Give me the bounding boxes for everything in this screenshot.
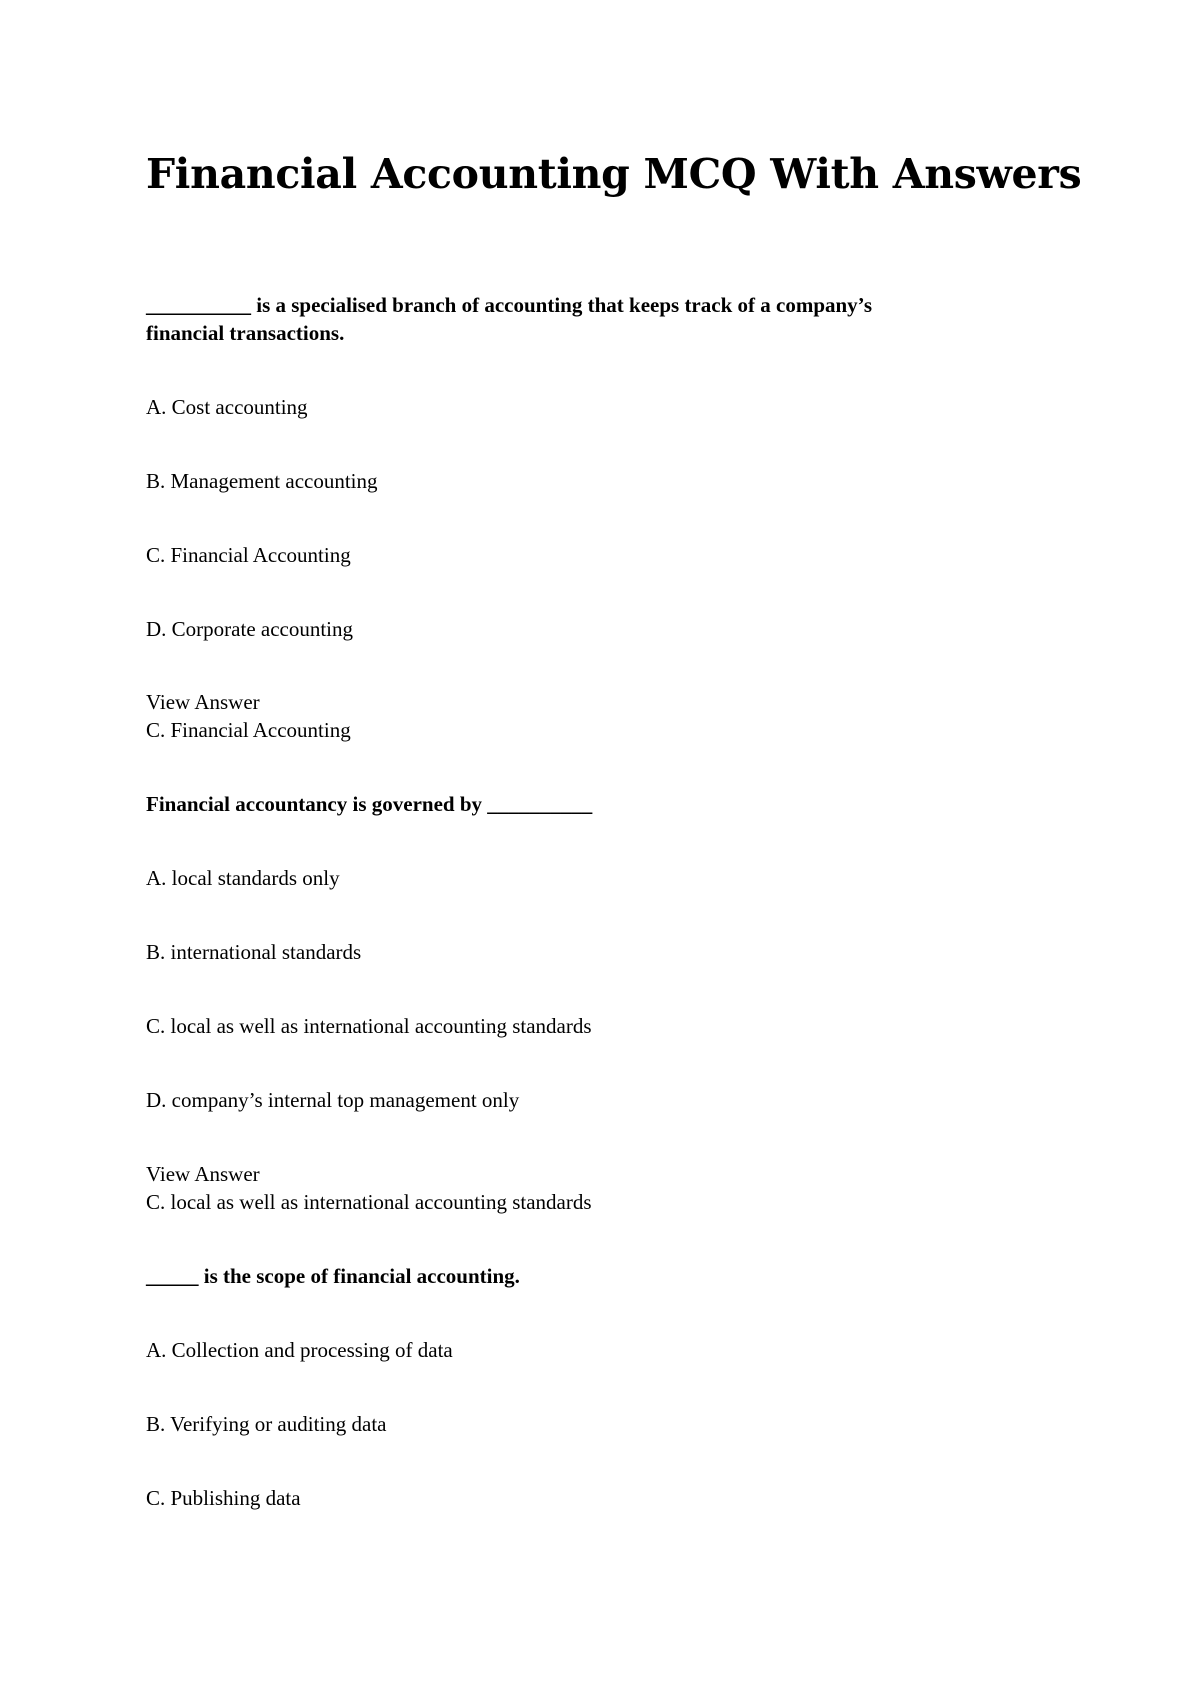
- question-1-view-answer: View Answer: [146, 690, 260, 714]
- question-1-answer: C. Financial Accounting: [146, 718, 351, 742]
- question-3-stem: _____ is the scope of financial accounting.: [146, 1264, 520, 1288]
- question-1-stem-line-2: financial transactions.: [146, 321, 345, 345]
- question-2-option-a: A. local standards only: [146, 866, 340, 890]
- question-3-option-b: B. Verifying or auditing data: [146, 1412, 387, 1436]
- question-2-option-c: C. local as well as international accounting standards: [146, 1014, 592, 1038]
- question-1-stem-line-1: __________ is a specialised branch of accounting that keeps track of a company’s: [146, 293, 873, 317]
- question-3-option-a: A. Collection and processing of data: [146, 1338, 453, 1362]
- question-1-option-d: D. Corporate accounting: [146, 617, 354, 641]
- question-1-option-c: C. Financial Accounting: [146, 543, 351, 567]
- question-3-option-c: C. Publishing data: [146, 1486, 301, 1510]
- page-title: Financial Accounting MCQ With Answers: [146, 150, 1082, 198]
- question-2-option-b: B. international standards: [146, 940, 362, 964]
- question-2-answer: C. local as well as international accounting standards: [146, 1190, 592, 1214]
- question-2-stem: Financial accountancy is governed by __________: [146, 792, 593, 816]
- question-1-option-b: B. Management accounting: [146, 469, 378, 493]
- question-1-option-a: A. Cost accounting: [146, 395, 308, 419]
- question-2-option-d: D. company’s internal top management only: [146, 1088, 520, 1112]
- question-2-view-answer: View Answer: [146, 1162, 260, 1186]
